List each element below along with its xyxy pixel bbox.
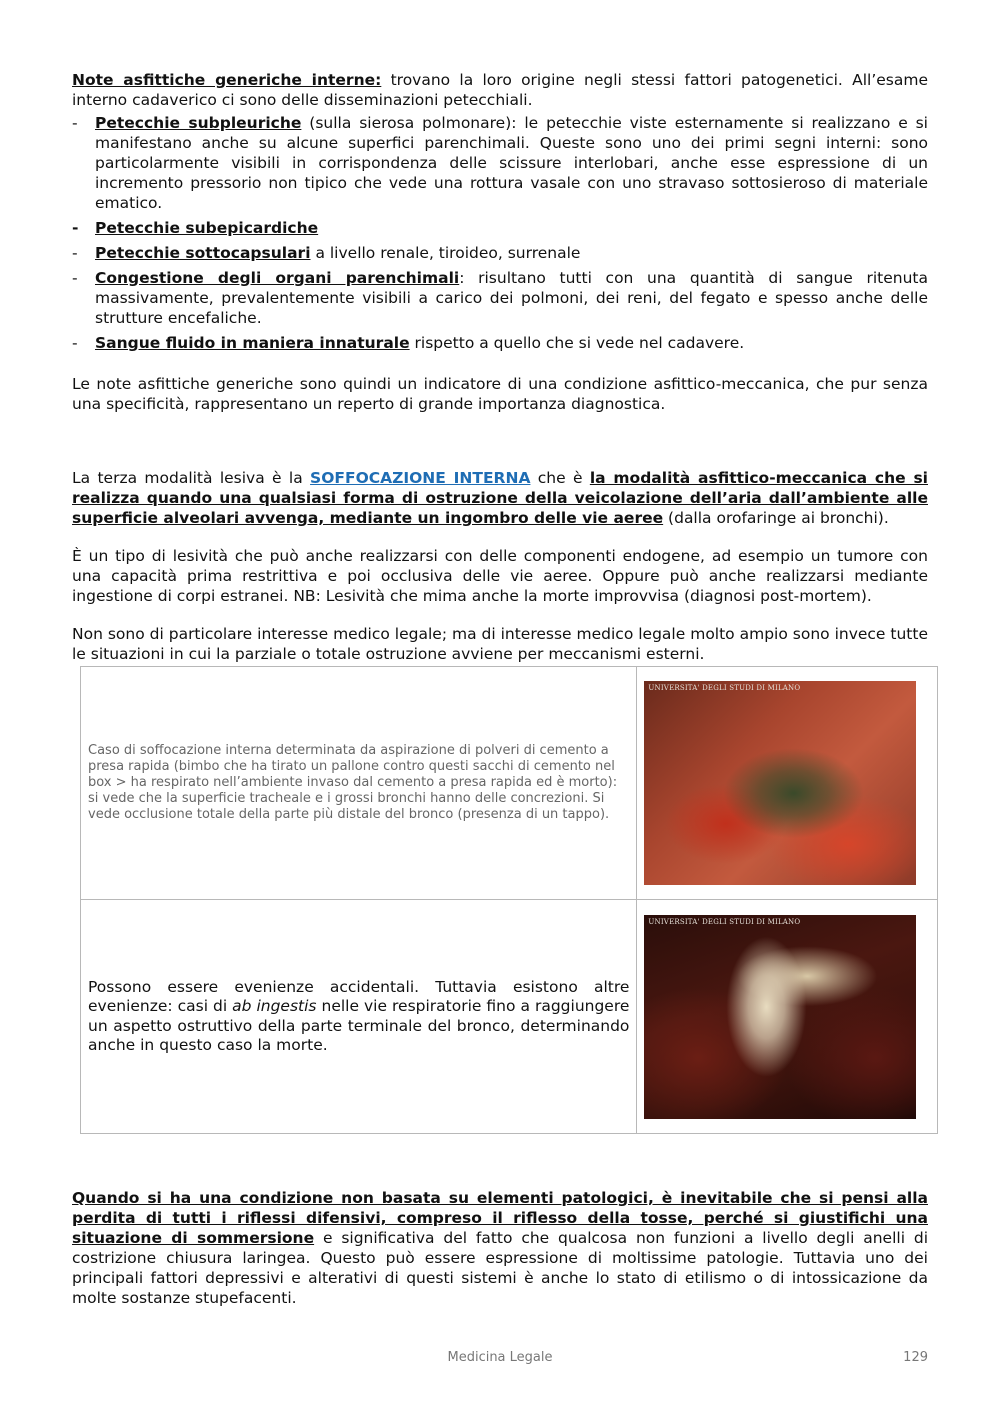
case-ab-ingestis-part-a: Possono essere evenienze accidentali. Tuttavia esistono altre evenienze: casi di [88,977,630,1015]
case-ab-ingestis-part-b: nelle vie respiratorie fino a raggiungere un aspetto ostruttivo della parte terminale del bronco, determinando anche in questo caso la morte. [88,997,630,1054]
list-item-term: Congestione degli organi parenchimali [95,269,460,287]
soffocazione-definition: la modalità asfittico-meccanica che si realizza quando una qualsiasi forma di ostruzione della veicolazione dell’aria dall’ambiente alle superficie alveolari avvenga, mediante un ingombro delle vie aeree [72,469,928,527]
bullet-dash: - [72,219,79,237]
sommersione-text: e significativa del fatto che qualcosa non funzioni a livello degli anelli di costrizione chiusura laringea. Questo può essere espressione di moltissime patologie. Tuttavia uno dei principali fattori depressivi e alterativi di questi sistemi è anche lo stato di etilismo o di intossicazione da molte sostanze stupefacenti. [72,1229,928,1307]
university-watermark: UNIVERSITA' DEGLI STUDI DI MILANO [648,684,801,692]
paragraph-sommersione [72,1188,928,1308]
list-item [72,268,928,328]
list-item [72,243,928,263]
list-item [72,113,928,213]
list-item [72,218,928,238]
soffocazione-intro: La terza modalità lesiva è la [72,469,311,487]
bronchus-photo [644,915,916,1119]
case-ab-ingestis-italic: ab ingestis [232,997,317,1015]
list-item-text: (sulla sierosa polmonare): le petecchie viste esternamente si realizzano e si manifestano anche su alcune superfici parenchimali. Queste sono uno dei primi segni interni: sono particolarmente visibili in corrispondenza delle scissure interlobari, anche esse espressione di un incremento pressorio non tipico che vede una rottura vasale con uno stravaso sottosieroso di materiale ematico. [95,114,928,212]
list-item-text: : risultano tutti con una quantità di sangue ritenuta massivamente, prevalentemente visibili a carico dei polmoni, dei reni, del fegato e spesso anche delle strutture encefaliche. [95,269,928,327]
paragraph-conclusion: Le note asfittiche generiche sono quindi un indicatore di una condizione asfittico-meccanica, che pur senza una specificità, rappresentano un reperto di grande importanza diagnostica. [72,375,928,413]
document-page [72,70,928,1308]
list-item-text: rispetto a quello che si vede nel cadavere. [409,334,745,352]
list-item-term: Petecchie subpleuriche [95,114,302,132]
note-asfittiche-intro: trovano la loro origine negli stessi fattori patogenetici. All’esame interno cadaverico ci sono delle disseminazioni petecchiali. [72,71,928,109]
bullet-dash: - [72,114,78,132]
case-text-cell [81,900,637,1134]
list-item-text: a livello renale, tiroideo, surrenale [310,244,581,262]
case-ab-ingestis-text [88,978,629,1056]
case-cemento-text: Caso di soffocazione interna determinata da aspirazione di polveri di cemento a presa rapida (bimbo che ha tirato un pallone contro questi sacchi di cemento nel box > ha respirato nell’ambiente invaso dal cemento a presa rapida ed è morto): si vede che la superficie tracheale e i grossi bronchi hanno delle concrezioni. Si vede occlusione totale della parte più distale del bronco (presenza di un tappo). [88,743,618,822]
list-item-term: Petecchie subepicardiche [95,219,319,237]
list-item [72,333,928,353]
bullet-dash: - [72,334,78,352]
bullet-dash: - [72,244,78,262]
case-image-cell [637,667,938,900]
footer-title: Medicina Legale [447,1350,553,1365]
paragraph-note-asfittiche [72,70,928,110]
cases-table [80,666,938,1134]
petecchie-list [72,113,928,353]
paragraph-soffocazione-interna [72,468,928,528]
case-text-cell [81,667,637,900]
case-image-cell [637,900,938,1134]
university-watermark: UNIVERSITA' DEGLI STUDI DI MILANO [648,917,801,926]
list-item-term: Sangue fluido in maniera innaturale [95,334,410,352]
table-row [81,667,938,900]
trachea-cement-photo [644,681,916,885]
soffocazione-end: (dalla orofaringe ai bronchi). [663,509,889,527]
bullet-dash: - [72,269,78,287]
heading-note-asfittiche: Note asfittiche generiche interne: [72,71,382,89]
table-row [81,900,938,1134]
soffocazione-mid: che è [530,469,590,487]
page-footer [0,1350,1000,1366]
paragraph-lesivita: È un tipo di lesività che può anche realizzarsi con delle componenti endogene, ad esempio un tumore con una capacità prima restrittiva e poi occlusiva delle vie aeree. Oppure può anche realizzarsi mediante ingestione di corpi estranei. NB: Lesività che mima anche la morte improvvisa (diagnosi post-mortem). [72,547,928,605]
sommersione-bold: Quando si ha una condizione non basata su elementi patologici, è inevitabile che si pensi alla perdita di tutti i riflessi difensivi, compreso il riflesso della tosse, perché si giustifichi una situazione di sommersione [72,1189,928,1247]
soffocazione-interna-link[interactable]: SOFFOCAZIONE INTERNA [310,469,531,487]
paragraph-interesse: Non sono di particolare interesse medico legale; ma di interesse medico legale molto ampio sono invece tutte le situazioni in cui la parziale o totale ostruzione avviene per meccanismi esterni. [72,625,928,663]
list-item-term: Petecchie sottocapsulari [95,244,311,262]
page-number: 129 [903,1350,928,1365]
